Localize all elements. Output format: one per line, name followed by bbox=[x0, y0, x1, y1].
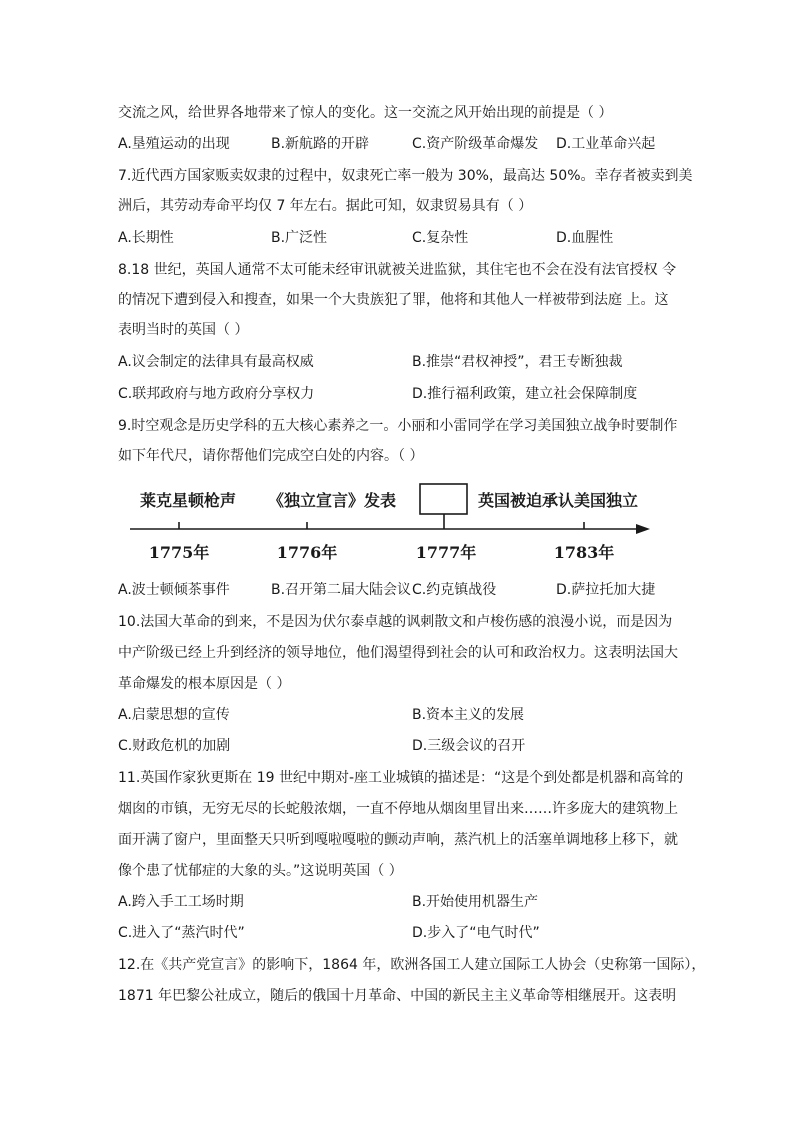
q9-stem-line-1: 9.时空观念是历史学科的五大核心素养之一。小丽和小雷同学在学习美国独立战争时要制作 bbox=[118, 418, 678, 434]
q7-option-a: A.长期性 bbox=[118, 230, 174, 246]
q9-option-c: C.约克镇战役 bbox=[412, 582, 497, 598]
q10-option-c: C.财政危机的加剧 bbox=[118, 738, 231, 754]
q6-option-c: C.资产阶级革命爆发 bbox=[412, 136, 539, 152]
q9-option-d: D.萨拉托加大捷 bbox=[556, 582, 656, 598]
q10-option-a: A.启蒙思想的宣传 bbox=[118, 707, 230, 723]
q10-stem-line-3: 革命爆发的根本原因是（ ） bbox=[118, 676, 291, 692]
q6-stem-line-1: 交流之风，给世界各地带来了惊人的变化。这一交流之风开始出现的前提是（ ） bbox=[118, 105, 613, 121]
q7-option-b: B.广泛性 bbox=[271, 230, 328, 246]
timeline-year-4: 1783年 bbox=[553, 543, 615, 562]
timeline-year-1: 1775年 bbox=[148, 543, 210, 562]
q11-option-a: A.跨入手工工场时期 bbox=[118, 894, 244, 910]
q8-stem-line-1: 8.18 世纪，英国人通常不太可能未经审讯就被关进监狱，其住宅也不会在没有法官授权 令 bbox=[118, 262, 677, 278]
q7-option-c: C.复杂性 bbox=[412, 230, 469, 246]
q10-stem-line-2: 中产阶级已经上升到经济的领导地位，他们渴望得到社会的认可和政治权力。这表明法国大 bbox=[118, 645, 678, 661]
q11-option-b: B.开始使用机器生产 bbox=[412, 894, 539, 910]
q11-stem-line-4: 像个患了忧郁症的大象的头。”这说明英国（ ） bbox=[118, 863, 403, 879]
timeline-event-2: 《独立宣言》发表 bbox=[268, 491, 397, 510]
q9-timeline-diagram bbox=[118, 478, 678, 568]
timeline-blank-box bbox=[420, 484, 467, 514]
q8-option-a: A.议会制定的法律具有最高权威 bbox=[118, 354, 314, 370]
q11-stem-line-1: 11.英国作家狄更斯在 19 世纪中期对-座工业城镇的描述是：“这是个到处都是机器和高耸的 bbox=[118, 770, 684, 786]
q8-stem-line-3: 表明当时的英国（ ） bbox=[118, 322, 249, 338]
q6-option-b: B.新航路的开辟 bbox=[271, 136, 370, 152]
q10-option-d: D.三级会议的召开 bbox=[412, 738, 526, 754]
timeline-event-4: 英国被迫承认美国独立 bbox=[478, 491, 639, 510]
q11-stem-line-2: 烟囱的市镇，无穷无尽的长蛇般浓烟，一直不停地从烟囱里冒出来……许多庞大的建筑物上 bbox=[118, 801, 678, 817]
q7-stem-line-1: 7.近代西方国家贩卖奴隶的过程中，奴隶死亡率一般为 30%，最高达 50%。幸存者被卖到美 bbox=[118, 168, 693, 184]
q9-option-b: B.召开第二届大陆会议 bbox=[271, 582, 412, 598]
q8-option-c: C.联邦政府与地方政府分享权力 bbox=[118, 386, 315, 402]
q12-stem-line-2: 1871 年巴黎公社成立，随后的俄国十月革命、中国的新民主主义革命等相继展开。这表明 bbox=[118, 988, 677, 1004]
timeline-year-2: 1776年 bbox=[276, 543, 338, 562]
q9-stem-line-2: 如下年代尺，请你帮他们完成空白处的内容。（ ） bbox=[118, 448, 424, 464]
q7-stem-line-2: 洲后，其劳动寿命平均仅 7 年左右。据此可知，奴隶贸易具有（ ） bbox=[118, 198, 533, 214]
q8-option-b: B.推崇“君权神授”，君王专断独裁 bbox=[412, 354, 623, 370]
timeline-event-1: 莱克星顿枪声 bbox=[140, 491, 237, 510]
q9-option-a: A.波士顿倾茶事件 bbox=[118, 582, 230, 598]
timeline-arrow-head bbox=[636, 524, 650, 534]
q11-option-d: D.步入了“电气时代” bbox=[412, 925, 540, 941]
q8-stem-line-2: 的情况下遭到侵入和搜查，如果一个大贵族犯了罪，他将和其他人一样被带到法庭 上。这 bbox=[118, 292, 669, 308]
q11-option-c: C.进入了“蒸汽时代” bbox=[118, 925, 245, 941]
q10-option-b: B.资本主义的发展 bbox=[412, 707, 525, 723]
q8-option-d: D.推行福利政策，建立社会保障制度 bbox=[412, 386, 638, 402]
q6-option-d: D.工业革命兴起 bbox=[556, 136, 656, 152]
q11-stem-line-3: 面开满了窗户，里面整天只听到嘎啦嘎啦的颤动声响，蒸汽机上的活塞单调地移上移下，就 bbox=[118, 832, 678, 848]
q7-option-d: D.血腥性 bbox=[556, 230, 614, 246]
timeline-year-3: 1777年 bbox=[415, 543, 477, 562]
q10-stem-line-1: 10.法国大革命的到来，不是因为伏尔泰卓越的讽刺散文和卢梭伤感的浪漫小说，而是因为 bbox=[118, 614, 673, 630]
q6-option-a: A.垦殖运动的出现 bbox=[118, 136, 230, 152]
q12-stem-line-1: 12.在《共产党宣言》的影响下，1864 年，欧洲各国工人建立国际工人协会（史称第一国际）， bbox=[118, 957, 706, 973]
